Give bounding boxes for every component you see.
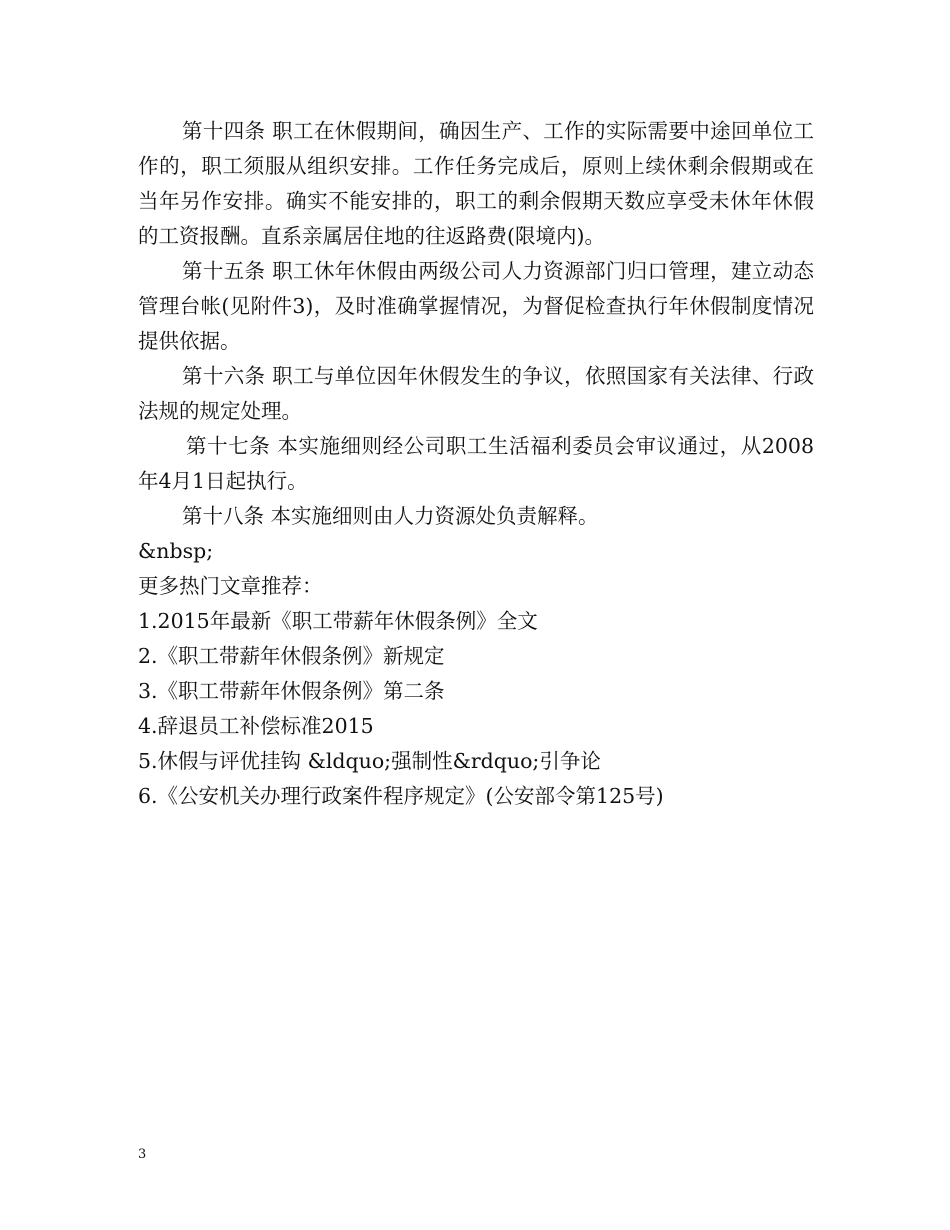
- more-articles-heading: 更多热门文章推荐：: [138, 574, 323, 598]
- article-16: 第十六条 职工与单位因年休假发生的争议，依照国家有关法律、行政法规的规定处理。: [138, 364, 814, 423]
- related-article-link[interactable]: 4.辞退员工补偿标准2015: [138, 714, 374, 738]
- article-17: 第十七条 本实施细则经公司职工生活福利委员会审议通过，从2008年4月1日起执行。: [138, 434, 814, 493]
- nbsp-entity-text: &nbsp;: [138, 539, 214, 563]
- related-article-link[interactable]: 5.休假与评优挂钩 &ldquo;强制性&rdquo;引争论: [138, 749, 601, 773]
- related-article-link[interactable]: 3.《职工带薪年休假条例》第二条: [138, 679, 445, 703]
- document-body: [138, 114, 814, 814]
- page-number: 3: [138, 1147, 147, 1162]
- article-14: 第十四条 职工在休假期间，确因生产、工作的实际需要中途回单位工作的，职工须服从组织安排。工作任务完成后，原则上续休剩余假期或在当年另作安排。确实不能安排的，职工的剩余假期天数应享受未休年休假的工资报酬。直系亲属居住地的往返路费(限境内)。: [138, 119, 814, 248]
- related-article-link[interactable]: 6.《公安机关办理行政案件程序规定》(公安部令第125号): [138, 784, 664, 808]
- related-article-link[interactable]: 1.2015年最新《职工带薪年休假条例》全文: [138, 609, 538, 633]
- related-article-link[interactable]: 2.《职工带薪年休假条例》新规定: [138, 644, 445, 668]
- article-18: 第十八条 本实施细则由人力资源处负责解释。: [182, 504, 599, 528]
- article-15: 第十五条 职工休年休假由两级公司人力资源部门归口管理，建立动态管理台帐(见附件3)，及时准确掌握情况，为督促检查执行年休假制度情况提供依据。: [138, 259, 814, 353]
